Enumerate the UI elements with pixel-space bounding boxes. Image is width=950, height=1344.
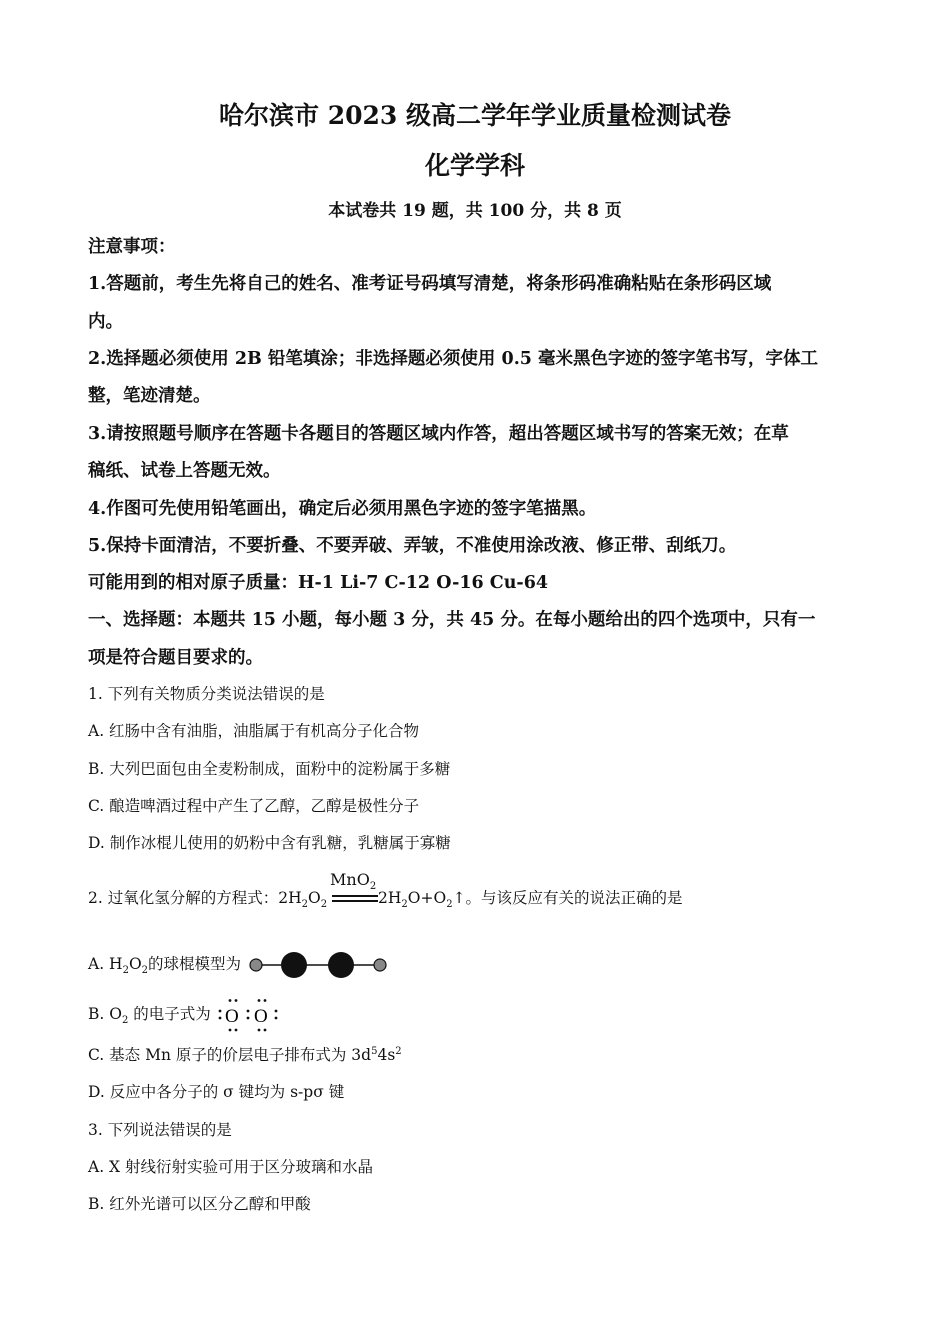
q1-stem: 1. 下列有关物质分类说法错误的是 xyxy=(88,685,325,703)
q1-option-d: D. 制作冰棍儿使用的奶粉中含有乳糖，乳糖属于寡糖 xyxy=(88,834,451,852)
section1-heading-a: 一、选择题：本题共 15 小题，每小题 3 分，共 45 分。在每小题给出的四个选项中，只有一 xyxy=(88,610,816,630)
notice-item-1b: 内。 xyxy=(88,312,123,332)
electron-dot-formula-icon xyxy=(216,998,286,1032)
notice-item-3a: 3.请按照题号顺序在答题卡各题目的答题区域内作答，超出答题区域书写的答案无效；在草 xyxy=(88,424,789,444)
q2-stem: 2. 过氧化氢分解的方程式：$2H_2O_2$ MnO$_2$ $2H_2O+O_2↑$。与该反应有关的说法正确的是 xyxy=(88,870,683,911)
svg-text:O: O xyxy=(253,1006,268,1027)
ball-stick-model-icon xyxy=(246,948,396,982)
q1-option-b: B. 大列巴面包由全麦粉制成，面粉中的淀粉属于多糖 xyxy=(88,760,451,778)
notice-item-2a: 2.选择题必须使用 2B 铅笔填涂；非选择题必须使用 0.5 毫米黑色字迹的签字笔书写，字体工 xyxy=(88,349,819,369)
exam-title: 哈尔滨市 2023 级高二学年学业质量检测试卷 xyxy=(219,101,731,130)
subject-title: 化学学科 xyxy=(424,151,525,180)
svg-text:O: O xyxy=(224,1006,239,1027)
q3-stem: 3. 下列说法错误的是 xyxy=(88,1121,232,1139)
atomic-mass-line: 可能用到的相对原子质量：H-1 Li-7 C-12 O-16 Cu-64 xyxy=(88,573,549,593)
notice-item-4: 4.作图可先使用铅笔画出，确定后必须用黑色字迹的签字笔描黑。 xyxy=(88,499,597,519)
exam-summary: 本试卷共 19 题，共 100 分，共 8 页 xyxy=(328,201,622,221)
q3-option-a: A. X 射线衍射实验可用于区分玻璃和水晶 xyxy=(88,1158,374,1176)
q2-option-a: A. $H_2O_2$的球棍模型为 xyxy=(88,948,868,982)
q3-option-b: B. 红外光谱可以区分乙醇和甲酸 xyxy=(88,1195,311,1213)
q1-option-a: A. 红肠中含有油脂，油脂属于有机高分子化合物 xyxy=(88,722,420,740)
notice-heading: 注意事项： xyxy=(88,237,176,257)
reaction-arrow xyxy=(330,870,378,906)
notice-item-2b: 整，笔迹清楚。 xyxy=(88,386,211,406)
q1-option-c: C. 酿造啤酒过程中产生了乙醇，乙醇是极性分子 xyxy=(88,797,420,815)
notice-item-5: 5.保持卡面清洁，不要折叠、不要弄破、弄皱，不准使用涂改液、修正带、刮纸刀。 xyxy=(88,536,737,556)
q2-option-b: B. $O_2$ 的电子式为 O O xyxy=(88,998,868,1032)
q2-option-c: C. 基态 Mn 原子的价层电子排布式为 $3d^54s^2$ xyxy=(88,1045,402,1064)
notice-item-3b: 稿纸、试卷上答题无效。 xyxy=(88,461,281,481)
section1-heading-b: 项是符合题目要求的。 xyxy=(88,648,263,668)
q2-option-d: D. 反应中各分子的 σ 键均为 s-pσ 键 xyxy=(88,1083,345,1101)
notice-item-1a: 1.答题前，考生先将自己的姓名、准考证号码填写清楚，将条形码准确粘贴在条形码区域 xyxy=(88,274,772,294)
catalyst-label: MnO$_2$ xyxy=(330,870,377,893)
